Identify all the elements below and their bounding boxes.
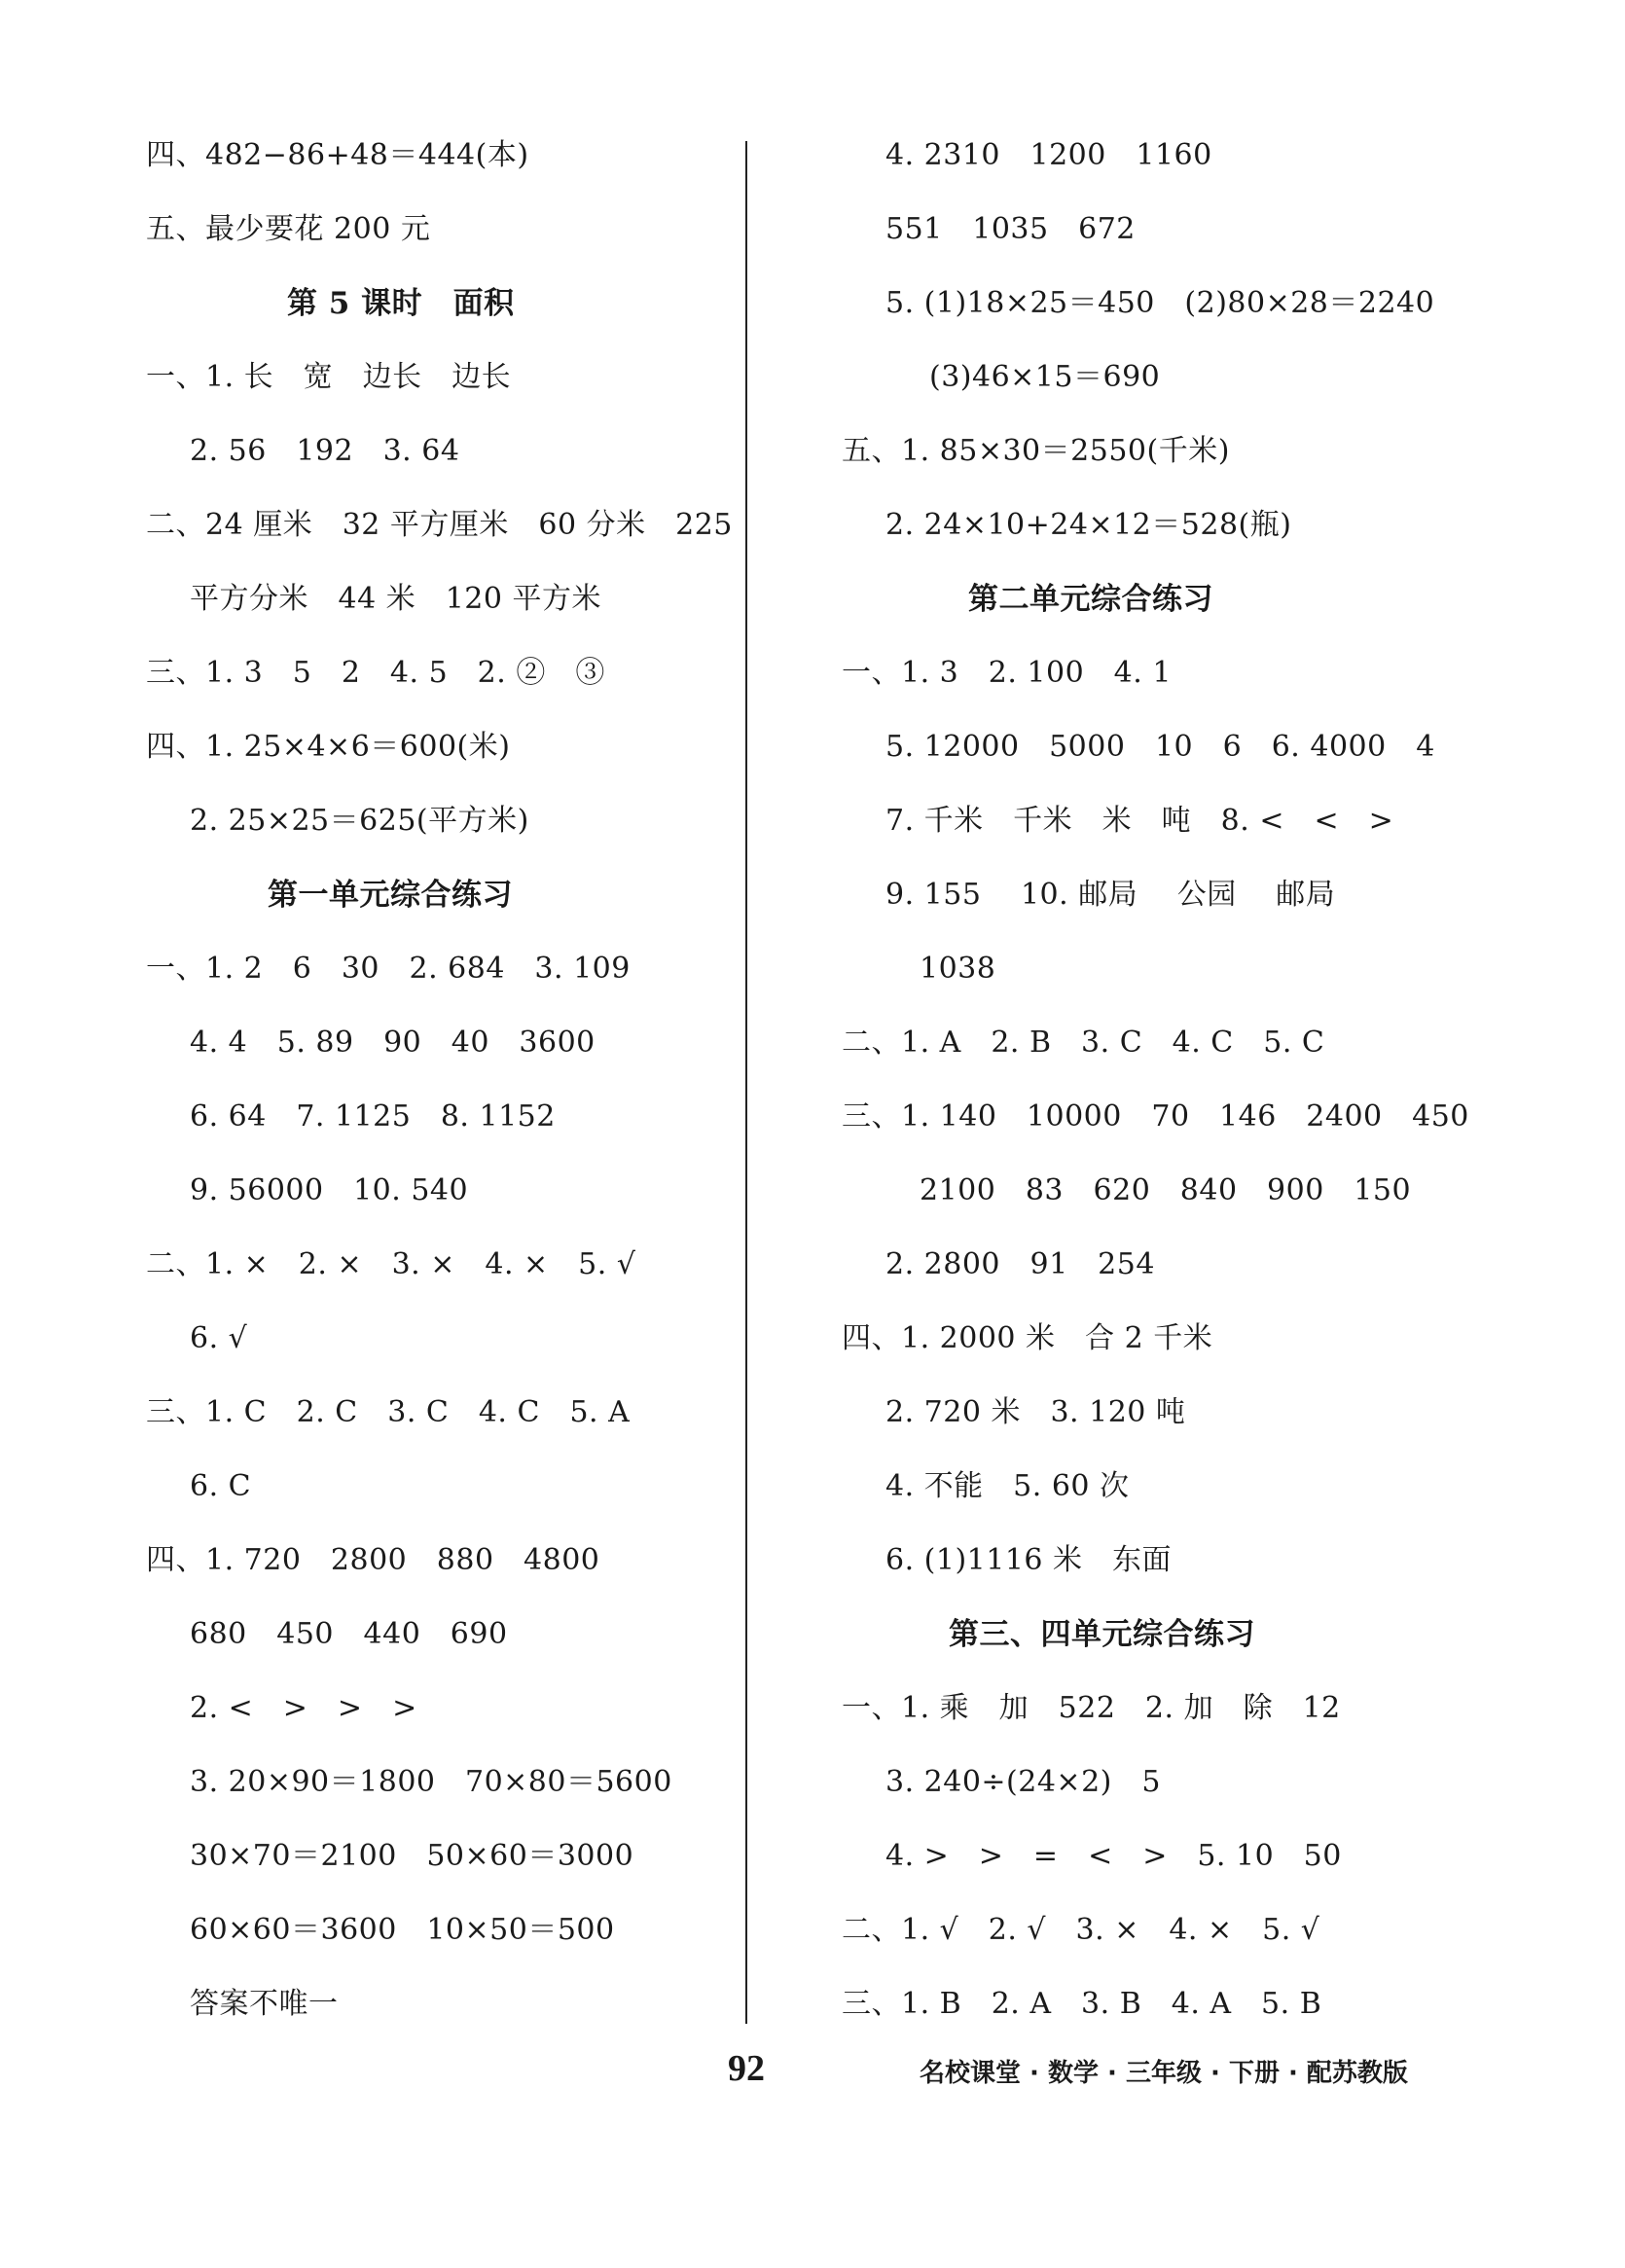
answer-line: 四、1. 2000 米 合 2 千米 <box>842 1321 1213 1355</box>
answer-line: 二、1. × 2. × 3. × 4. × 5. √ <box>146 1247 636 1281</box>
answer-line: 二、1. A 2. B 3. C 4. C 5. C <box>842 1026 1325 1060</box>
answer-line: 三、1. 3 5 2 4. 5 2. ② ③ <box>146 656 605 690</box>
answer-line: 一、1. 2 6 30 2. 684 3. 109 <box>146 952 631 986</box>
answer-line: (3)46×15＝690 <box>929 360 1161 394</box>
answer-line: 一、1. 乘 加 522 2. 加 除 12 <box>842 1691 1341 1725</box>
page-number: 92 <box>728 2048 765 2089</box>
book-title-footer: 名校课堂 · 数学 · 三年级 · 下册 · 配苏教版 <box>920 2059 1408 2088</box>
answer-line: 五、最少要花 200 元 <box>146 212 431 246</box>
answer-line: 1038 <box>920 952 996 986</box>
section-heading: 第二单元综合练习 <box>968 582 1213 617</box>
answer-line: 4. > > = < > 5. 10 50 <box>885 1839 1342 1873</box>
answer-line: 4. 2310 1200 1160 <box>885 138 1212 172</box>
answer-line: 9. 56000 10. 540 <box>190 1173 469 1207</box>
answer-line: 2. < > > > <box>190 1691 417 1725</box>
answer-line: 7. 千米 千米 米 吨 8. < < > <box>885 804 1394 838</box>
answer-line: 二、1. √ 2. √ 3. × 4. × 5. √ <box>842 1913 1320 1947</box>
answer-line: 四、1. 720 2800 880 4800 <box>146 1543 600 1577</box>
answer-line: 平方分米 44 米 120 平方米 <box>190 582 602 616</box>
answer-line: 三、1. 140 10000 70 146 2400 450 <box>842 1099 1469 1134</box>
answer-line: 4. 4 5. 89 90 40 3600 <box>190 1026 596 1060</box>
answer-line: 6. 64 7. 1125 8. 1152 <box>190 1099 556 1134</box>
answer-line: 四、482−86+48＝444(本) <box>146 138 529 172</box>
answer-line: 2100 83 620 840 900 150 <box>920 1173 1412 1207</box>
answer-line: 30×70＝2100 50×60＝3000 <box>190 1839 634 1873</box>
answer-line: 三、1. B 2. A 3. B 4. A 5. B <box>842 1987 1322 2021</box>
answer-line: 四、1. 25×4×6＝600(米) <box>146 730 511 764</box>
answer-line: 60×60＝3600 10×50＝500 <box>190 1913 615 1947</box>
answer-line: 680 450 440 690 <box>190 1617 508 1651</box>
answer-line: 6. C <box>190 1469 252 1503</box>
answer-line: 9. 155 10. 邮局 公园 邮局 <box>885 878 1336 912</box>
answer-line: 答案不唯一 <box>190 1987 339 2021</box>
answer-line: 三、1. C 2. C 3. C 4. C 5. A <box>146 1395 631 1429</box>
answer-line: 五、1. 85×30＝2550(千米) <box>842 434 1230 468</box>
answer-line: 6. √ <box>190 1321 248 1355</box>
section-heading: 第三、四单元综合练习 <box>949 1617 1255 1652</box>
answer-line: 2. 720 米 3. 120 吨 <box>885 1395 1186 1429</box>
answer-line: 3. 240÷(24×2) 5 <box>885 1765 1161 1799</box>
section-heading: 第一单元综合练习 <box>268 878 513 913</box>
answer-line: 551 1035 672 <box>885 212 1136 246</box>
answer-line: 2. 56 192 3. 64 <box>190 434 460 468</box>
answer-line: 一、1. 3 2. 100 4. 1 <box>842 656 1172 690</box>
answer-line: 6. (1)1116 米 东面 <box>885 1543 1173 1577</box>
answer-line: 5. 12000 5000 10 6 6. 4000 4 <box>885 730 1435 764</box>
answer-line: 3. 20×90＝1800 70×80＝5600 <box>190 1765 672 1799</box>
section-heading: 第 5 课时 面积 <box>287 286 515 321</box>
column-divider <box>745 141 747 2024</box>
answer-line: 4. 不能 5. 60 次 <box>885 1469 1130 1503</box>
answer-line: 2. 25×25＝625(平方米) <box>190 804 529 838</box>
answer-line: 二、24 厘米 32 平方厘米 60 分米 225 <box>146 508 733 542</box>
answer-line: 一、1. 长 宽 边长 边长 <box>146 360 512 394</box>
answer-line: 5. (1)18×25＝450 (2)80×28＝2240 <box>885 286 1435 320</box>
answer-line: 2. 2800 91 254 <box>885 1247 1155 1281</box>
answer-line: 2. 24×10+24×12＝528(瓶) <box>885 508 1292 542</box>
